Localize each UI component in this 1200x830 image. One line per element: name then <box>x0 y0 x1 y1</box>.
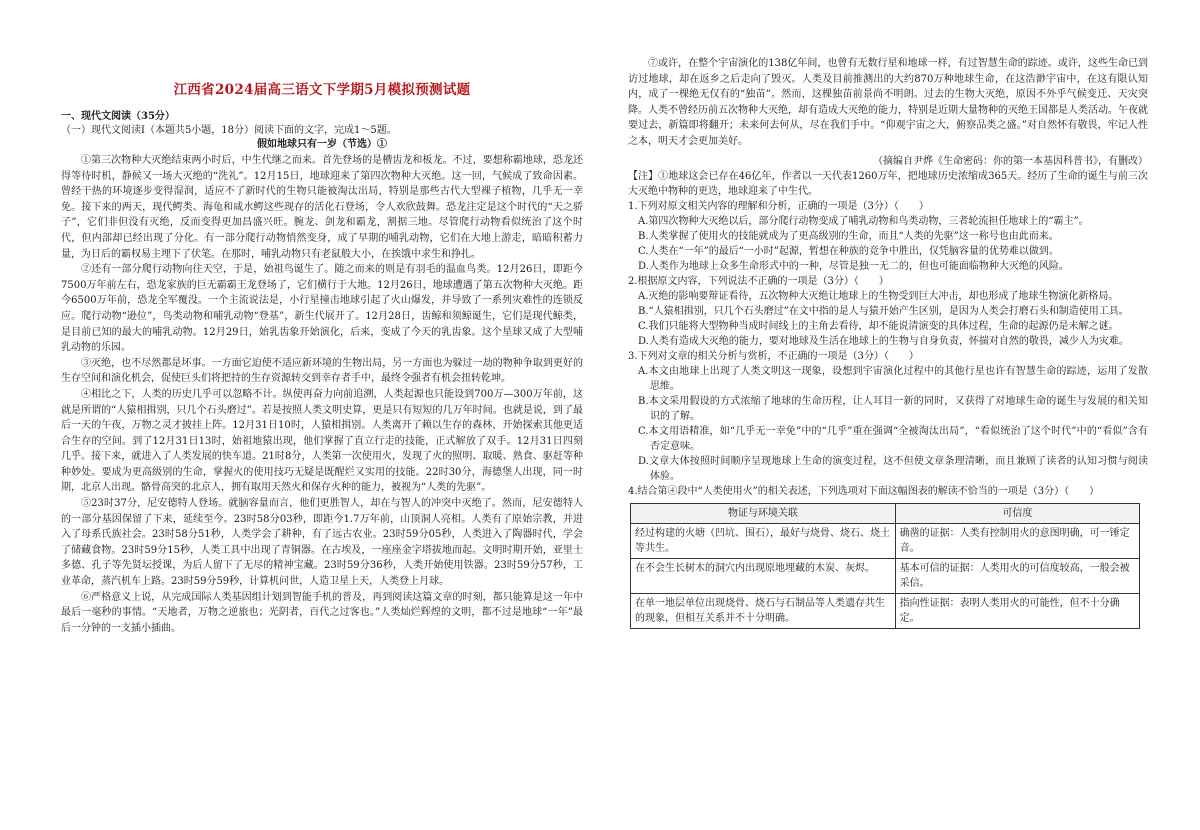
section-subheading: （一）现代文阅读Ⅰ（本题共5小题，18分）阅读下面的文字，完成1～5题。 <box>61 125 397 136</box>
paragraph-3: ③灭绝，也不尽然都是坏事。一方面它迫使不适应新环境的生物出局，另一方面也为躲过一劫的物种争取到更好的生存空间和演化机会，促使巨头们将把持的生存资源转交到幸存者手中，最终令强者有机会扭转乾坤。 <box>61 357 583 385</box>
option-b: B.人类掌握了使用火的技能就成为了更高级别的生命，而且“人类的先驱”这一称号也由此而来。 <box>638 230 1059 242</box>
option-a: A.第四次物种大灭绝以后，部分爬行动物变成了哺乳动物和鸟类动物，三者轮流担任地球上的“霸主”。 <box>638 215 1089 227</box>
question-4 <box>628 484 1148 629</box>
table-row <box>631 523 1140 558</box>
option-a: A.本文由地球上出现了人类文明这一现象，设想到宇宙演化过程中的其他行星也许有智慧生命的踪迹，运用了发散思维。 <box>638 365 1148 392</box>
option-d: D.人类作为地球上众多生命形式中的一种，尽管是独一无二的，但也可能面临物种大灭绝的风险。 <box>638 260 1069 272</box>
option-c: C.人类在“一年”的最后“一小时”起源，暂想在种族的竞争中胜出，仅凭脑容量的优势难以做到。 <box>638 245 1059 257</box>
option-c: C.本文用语精准，如“几乎无一幸免”中的“几乎”重在强调“全被淘汰出局”，“看似统治了这个时代”中的“看似”含有否定意味。 <box>638 425 1148 452</box>
evidence-table <box>630 503 1140 629</box>
option-d: D.人类有造成大灭绝的能力，要对地球及生活在地球上的生物与自身负责，怀揣对自然的敬畏，减少人为灾难。 <box>638 335 1129 347</box>
paragraph-1: ①第三次物种大灭绝结束两小时后，中生代继之而来。首先登场的是槽齿龙和板龙。不过，要想称霸地球，恐龙还得等待时机，静候又一场大灭绝的“洗礼”。12月15日，地球迎来了第四次物种大灭绝。这一回，气候成了致命因素。曾经干热的环境逐步变得湿润，适应不了新时代的生物只能被淘汰出局，特别是那些古代大型裸子植物，几乎无一幸免。接下来的两天，现代鳄类、海龟和咸水鳄这些现存的活化石登场，令人欢欣鼓舞。恐龙注定是这个时代的“天之骄子”，它们非但没有灭绝，反而变得更加昌盛兴旺。腕龙、剑龙和霸龙，割据三地。尽管爬行动物看似统治了这个时代，但内部却已经出现了分化。有一部分爬行动物悄然变身，成了早期的哺乳动物，它们在大地上游走，暗暗积蓄力量，为日后的霸权易主埋下了伏笔。在那时，哺乳动物只有老鼠般大小，在挨饿中求生和挣扎。 <box>61 155 583 260</box>
table-header: 可信度 <box>895 503 1139 523</box>
option-a: A.灭绝的影响要辩证看待，五次物种大灭绝让地球上的生物受到巨大冲击，却也形成了地球生物演化新格局。 <box>638 290 1119 302</box>
article-title: 假如地球只有一岁（节选）① <box>257 139 387 150</box>
table-cell: 在单一地层单位出现烧骨、烧石与石制品等人类遗存共生的现象，但相互关系并不十分明确。 <box>631 593 896 628</box>
table-header-row <box>631 503 1140 523</box>
question-stem: 3.下列对文章的相关分析与赏析，不正确的一项是（3分）（ ） <box>628 350 919 362</box>
paragraph-4: ④相比之下，人类的历史几乎可以忽略不计。纵使再奋力向前追溯，人类起源也只能设到700万—300万年前，这就是所谓的“人猿相揖别，只几个石头磨过”。若是按照人类文明史算，更是只有短短的几万年时间。也就是说，到了最后一天的午夜，万物之灵才披挂上阵。12月31日10时，人猿相揖别。人类离开了赖以生存的森林，开始探索其他更适合生存的空间。到了12月31日13时，始祖地猿出现，他们掌握了直立行走的技能，正式解放了双手。12月31日四刻几乎。接下来，就进入了人类发展的快车道。21时8分，人类第一次使用火，发现了火的照明、取暖、熟食、驱赶等种种妙处。要成为更高级别的生命，掌握火的使用技巧无疑是既醒烂又实用的技能。22时30分，海德堡人出现，同一时期，北京人出现。骼骨高突的北京人，拥有取用天然火和保存火种的能力，被视为“人类的先驱”。 <box>61 388 583 494</box>
question-2 <box>628 274 1148 349</box>
table-cell: 基本可信的证据：人类用火的可信度较高，一般会被采信。 <box>895 558 1139 593</box>
table-cell: 经过构建的火塘（凹坑、围石），最好与烧骨、烧石、烧土等共生。 <box>631 523 896 558</box>
paragraph-7: ⑦或许，在整个宇宙演化的138亿年间，也曾有无数行星和地球一样，有过智慧生命的踪迹。或许，这些生命已到访过地球，却在返乡之后走向了毁灭。人类及目前推测出的大约870万种地球生命，在这浩渺宇宙中，在这有限认知内，成了一棵绝无仅有的“独苗”。然而，这棵独苗前景尚不明朗。过去的生物大灭绝，原因不外乎气候变迁、天灾突降。人类不曾经历前五次物种大灭绝，却有造成大灭绝的能力，特别是近期大量物种的灭绝王国都是人类活动。午夜就要过去，新篇即将翻开；未来何去何从，尽在我们手中。“仰观宇宙之大，俯察品类之盛。”对自然怀有敬畏，牢记人性之本，明天才会更加美好。 <box>628 58 1148 147</box>
question-3 <box>628 349 1148 484</box>
source-citation: （摘编自尹烨《生命密码：你的第一本基因科普书》，有删改） <box>873 155 1148 167</box>
option-b: B.“人猿相揖别，只几个石头磨过”在文中指的是人与猿开始产生区别，是因为人类会打磨石头和制造使用工具。 <box>638 305 1129 317</box>
option-d: D.文章大体按照时间顺序呈现地球上生命的演变过程，这不但使文章条理清晰，而且兼顾了读者的认知习惯与阅读体验。 <box>638 455 1148 482</box>
table-row <box>631 593 1140 628</box>
paragraph-5: ⑤23时37分，尼安德特人登场。就脑容量而言，他们更胜智人，却在与智人的冲突中灭绝了。然而，尼安德特人的一部分基因保留了下来，延续至今。23时58分03秒，即距今1.7万年前，山顶洞人亮相。人类有了原始宗教，并进入了母系氏族社会。23时58分51秒，人类学会了耕种，有了远古农业。23时59分05秒，人类进入了陶器时代，学会了储藏食物。23时59分15秒，人类工具中出现了青铜器。在古埃及，一座座金字塔拔地而起。文明时期开始，亚里士多德、孔子等先贤坛授课，为后人留下了无尽的精神宝藏。23时59分36秒，人类开始使用铁器。23时59分57秒，工业革命，蒸汽机车上路。23时59分59秒，计算机问世，人造卫星上天，人类登上月球。 <box>61 498 583 588</box>
question-1 <box>628 199 1148 274</box>
question-stem: 4.结合第④段中“人类使用火”的相关表述，下列选项对下面这幅图表的解读不恰当的一项是（3分）（ ） <box>628 485 1100 497</box>
table-header: 物证与环境关联 <box>631 503 896 523</box>
page-title: 江西省2024届高三语文下学期5月模拟预测试题 <box>173 82 471 98</box>
left-column <box>61 52 583 636</box>
section-heading: 一、现代文阅读（35分） <box>61 111 175 122</box>
right-column <box>628 56 1148 629</box>
option-b: B.本文采用假设的方式浓缩了地球的生命历程，让人耳目一新的同时，又获得了对地球生命的诞生与发展的相关知识的了解。 <box>638 395 1148 422</box>
table-row <box>631 558 1140 593</box>
table-cell: 确凿的证据：人类有控制用火的意图明确，可一锤定音。 <box>895 523 1139 558</box>
table-cell: 在不会生长树木的洞穴内出现原地埋藏的木炭、灰烬。 <box>631 558 896 593</box>
table-cell: 指向性证据：表明人类用火的可能性，但不十分确定。 <box>895 593 1139 628</box>
paragraph-6: ⑥严格意义上说，从完成国际人类基因组计划到智能手机的普及，再到阅读这篇文章的时刻，都只能算是这一年中最后一毫秒的事情。“天地者，万物之逆旅也；光阴者，百代之过客也。”人类灿烂辉煌的文明，都不过是地球“一年”最后一分钟的一支插小插曲。 <box>61 591 583 634</box>
question-stem: 2.根据原文内容，下列说法不正确的一项是（3分）（ ） <box>628 275 889 287</box>
paragraph-2: ②还有一部分爬行动物向往天空，于是，始祖鸟诞生了。随之而来的则是有羽毛的温血鸟类。12月26日，即距今7500万年前左右，恐龙家族的巨无霸霸王龙登场了，它们横行于大地。12月26日，地球遭遇了第五次物种大灭绝。距今6500万年前，恐龙全军覆没。一个主流说法是，小行星撞击地球引起了火山爆发，并导致了一系列灾难性的连锁反应。爬行动物“逊位”，鸟类动物和哺乳动物“登基”，新生代展开了。12月28日，齿鲸和须鲸诞生，它们是现代鲸类，是目前已知的最大的哺乳动物。12月29日，始乳齿象开始演化，后来，变成了今天的乳齿象。这个星球又成了大型哺乳动物的乐园。 <box>61 264 583 354</box>
footnote: 【注】①地球这会已存在46亿年，作者以一天代表1260万年，把地球历史浓缩成365天。经历了生命的诞生与前三次大灭绝中物种的更迭，地球迎来了中生代。 <box>628 170 1148 197</box>
question-stem: 1.下列对原文相关内容的理解和分析，正确的一项是（3分）（ ） <box>628 200 929 212</box>
option-c: C.我们只能将大型物种当成时间线上的主角去看待，却不能说清演变的具体过程，生命的起源仍是未解之谜。 <box>638 320 1119 332</box>
